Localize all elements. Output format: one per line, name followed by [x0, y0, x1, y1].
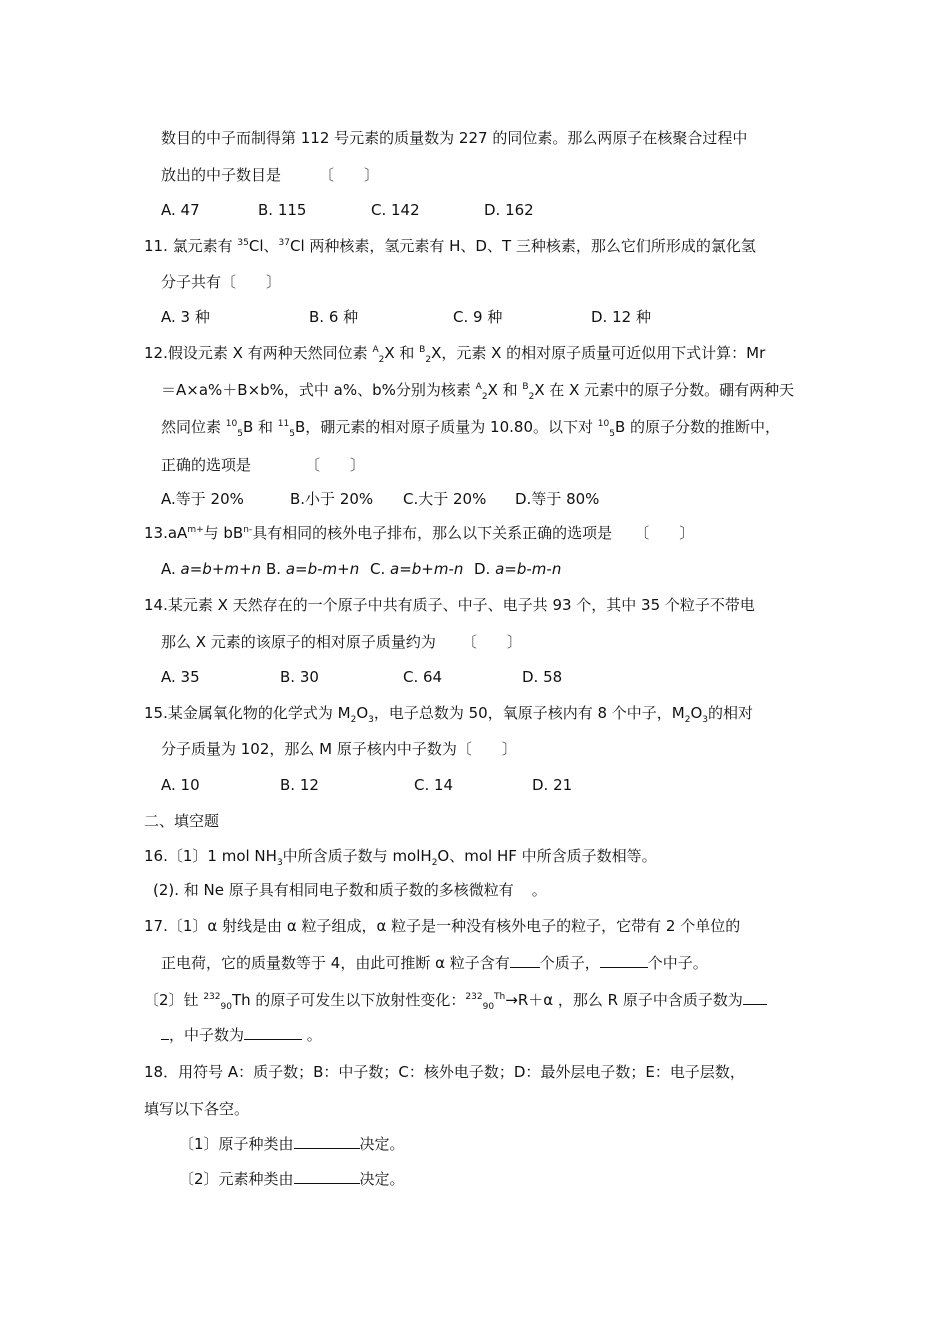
fill-blank[interactable] — [244, 1025, 302, 1040]
q12-text: B，硼元素的相对原子质量为 10.80。以下对 — [294, 418, 598, 436]
q12-text: B 和 — [242, 418, 278, 436]
q17-line3 — [144, 990, 767, 1010]
fill-blank[interactable] — [294, 1169, 360, 1184]
q18-sub1 — [179, 1134, 405, 1154]
q12-sup-11: 11 — [277, 419, 290, 429]
q12-sup-b: B — [419, 345, 426, 355]
q12-line2 — [161, 380, 794, 400]
q13-text: 13.aA — [144, 524, 188, 542]
q16-text: (2). 和 Ne 原子具有相同电子数和质子数的多核微粒有 — [153, 881, 514, 899]
q15-option-c: C. 14 — [414, 776, 454, 794]
q17-text: 正电荷，它的质量数等于 4，由此可推断 α 粒子含有 — [161, 954, 510, 972]
option-label: D. — [474, 560, 496, 578]
q17-text: Th 的原子可发生以下放射性变化： — [231, 991, 466, 1009]
q15-text: ，电子总数为 50，氧原子核内有 8 个中子，M — [373, 704, 685, 722]
q14-option-d: D. 58 — [522, 668, 563, 686]
q11-option-d: D. 12 种 — [591, 308, 651, 326]
q15-text: O — [356, 704, 369, 722]
q10-option-b: B. 115 — [258, 201, 307, 219]
q17-line2 — [161, 953, 708, 973]
q12-text: 正确的选项是 — [161, 456, 252, 474]
q17-text: 〔2〕钍 — [144, 991, 204, 1009]
q12-line1 — [144, 343, 765, 363]
q15-text: O — [690, 704, 703, 722]
q11-line2: 分子共有〔 〕 — [161, 273, 282, 291]
q10-option-a: A. 47 — [161, 201, 200, 219]
q12-sup-10: 10 — [225, 419, 238, 429]
fill-blank[interactable] — [743, 990, 767, 1005]
q12-sub-2: 2 — [378, 355, 385, 365]
q10-option-d: D. 162 — [484, 201, 534, 219]
q16-text: 16.〔1〕1 mol NH — [144, 847, 277, 865]
q17-text: ，中子数为 — [169, 1026, 245, 1044]
q16-sub-3: 3 — [276, 858, 283, 868]
q16-text: 。 — [531, 881, 547, 899]
q12-sub-5: 5 — [609, 429, 615, 439]
q15-line2: 分子质量为 102，那么 M 原子核内中子数为〔 〕 — [161, 740, 517, 758]
q12-text: X 在 X 元素中的原子分数。硼有两种天 — [534, 381, 795, 399]
q16-text: O、mol HF 中所含质子数相等。 — [437, 847, 657, 865]
q13-line1 — [144, 523, 694, 543]
q15-text: 的相对 — [708, 704, 754, 722]
q11-option-a: A. 3 种 — [161, 308, 210, 326]
q14-option-b: B. 30 — [280, 668, 319, 686]
q12-option-b: B.小于 20% — [290, 490, 374, 508]
option-expr: a=b-m-n — [495, 560, 562, 578]
q18-line1: 18．用符号 A：质子数；B：中子数；C：核外电子数；D：最外层电子数；E：电子层数， — [144, 1063, 745, 1081]
q17-sup-232: 232 — [465, 992, 483, 1002]
q12-option-a: A.等于 20% — [161, 490, 244, 508]
q10-line2 — [161, 165, 379, 185]
option-expr: a=b-m+n — [285, 560, 360, 578]
q12-sub-5: 5 — [289, 429, 295, 439]
fill-blank[interactable] — [600, 953, 648, 968]
q17-text: 。 — [302, 1026, 322, 1044]
fill-blank[interactable] — [294, 1134, 360, 1149]
q18-text: 决定。 — [359, 1170, 405, 1188]
q17-sup-th: Th — [494, 992, 506, 1002]
q13-option-c — [370, 559, 463, 579]
q13-sup-n: n- — [243, 525, 253, 535]
q17-text: →R＋α ，那么 R 原子中含质子数为 — [505, 991, 743, 1009]
q13-text: 具有相同的核外电子排布，那么以下关系正确的选项是 — [252, 524, 613, 542]
q13-sup-m: m+ — [187, 525, 204, 535]
q12-sup-a: A — [372, 345, 379, 355]
q12-sub-2: 2 — [425, 355, 432, 365]
q12-sup-a: A — [475, 382, 482, 392]
q11-sup-35: 35 — [237, 238, 249, 248]
q12-option-d: D.等于 80% — [515, 490, 600, 508]
q16-line1 — [144, 846, 657, 866]
q12-line3 — [161, 417, 780, 437]
q17-line1: 17.〔1〕α 射线是由 α 粒子组成，α 粒子是一种没有核外电子的粒子，它带有 2 个单位的 — [144, 917, 741, 935]
q18-sub2 — [179, 1169, 405, 1189]
q15-option-a: A. 10 — [161, 776, 200, 794]
q14-text: 那么 X 元素的该原子的相对原子质量约为 — [161, 633, 436, 651]
q17-sup-232: 232 — [203, 992, 221, 1002]
q12-text: X 和 — [384, 344, 420, 362]
q15-sub-2: 2 — [684, 715, 691, 725]
q17-sub-90: 90 — [220, 1002, 232, 1012]
q18-text: 〔2〕元素种类由 — [179, 1170, 294, 1188]
q12-text: ＝A×a%＋B×b%，式中 a%、b%分别为核素 — [161, 381, 476, 399]
q18-line2: 填写以下各空。 — [144, 1100, 250, 1118]
q12-text: 12.假设元素 X 有两种天然同位素 — [144, 344, 373, 362]
q11-text-a: 11. 氯元素有 — [144, 237, 238, 255]
q12-text: X，元素 X 的相对原子质量可近似用下式计算：Mr — [431, 344, 766, 362]
q15-sub-2: 2 — [350, 715, 357, 725]
q15-option-b: B. 12 — [280, 776, 319, 794]
q12-sub-2: 2 — [481, 392, 488, 402]
q14-line2 — [161, 632, 522, 652]
q17-sub-90: 90 — [482, 1002, 495, 1012]
answer-bracket: 〔 〕 — [305, 456, 366, 474]
q13-option-b — [266, 559, 359, 579]
q15-sub-3: 3 — [368, 715, 374, 725]
q11-line1 — [144, 236, 756, 256]
q18-text: 〔1〕原子种类由 — [179, 1135, 294, 1153]
q12-option-c: C.大于 20% — [403, 490, 487, 508]
q13-option-d — [474, 559, 561, 579]
q16-sub-2: 2 — [431, 858, 438, 868]
option-expr: a=b+m+n — [180, 560, 262, 578]
option-expr: a=b+m-n — [390, 560, 464, 578]
q12-line4 — [161, 455, 365, 475]
q12-sub-2: 2 — [528, 392, 535, 402]
q12-sub-5: 5 — [237, 429, 243, 439]
q11-option-b: B. 6 种 — [309, 308, 359, 326]
q10-option-c: C. 142 — [371, 201, 420, 219]
q11-option-c: C. 9 种 — [453, 308, 503, 326]
option-label: C. — [370, 560, 391, 578]
option-label: A. — [161, 560, 181, 578]
q18-text: 决定。 — [359, 1135, 405, 1153]
q12-text: B 的原子分数的推断中， — [614, 418, 781, 436]
q17-text: 个质子， — [539, 954, 600, 972]
q13-text: 与 bB — [203, 524, 244, 542]
q12-text: 然同位素 — [161, 418, 226, 436]
option-label: B. — [266, 560, 286, 578]
q17-line4 — [161, 1025, 322, 1045]
fill-blank[interactable] — [510, 953, 540, 968]
q14-line1: 14.某元素 X 天然存在的一个原子中共有质子、中子、电子共 93 个，其中 35 个粒子不带电 — [144, 596, 755, 614]
q17-text: 个中子。 — [647, 954, 708, 972]
answer-bracket: 〔 〕 — [461, 633, 522, 651]
q15-line1 — [144, 703, 753, 723]
answer-bracket: 〔 〕 — [319, 166, 380, 184]
q13-option-a — [161, 559, 261, 579]
q12-sup-b: B — [522, 382, 529, 392]
q16-line2 — [153, 880, 547, 900]
answer-bracket: 〔 〕 — [634, 524, 695, 542]
q11-text-c: Cl、 — [248, 237, 279, 255]
q15-text: 15.某金属氧化物的化学式为 M — [144, 704, 351, 722]
section-heading: 二、填空题 — [144, 812, 220, 830]
q14-option-c: C. 64 — [403, 668, 443, 686]
q12-text: X 和 — [487, 381, 523, 399]
q14-option-a: A. 35 — [161, 668, 200, 686]
fill-blank[interactable] — [161, 1025, 169, 1040]
q11-sup-37: 37 — [278, 238, 290, 248]
q10-text: 放出的中子数目是 — [161, 166, 282, 184]
q11-text-e: Cl 两种核素，氢元素有 H、D、T 三种核素，那么它们所形成的氯化氢 — [289, 237, 756, 255]
q16-text: 中所含质子数与 molH — [282, 847, 432, 865]
q15-sub-3: 3 — [702, 715, 709, 725]
q15-option-d: D. 21 — [532, 776, 573, 794]
q10-line1: 数目的中子而制得第 112 号元素的质量数为 227 的同位素。那么两原子在核聚合过程中 — [161, 129, 748, 147]
q12-sup-10: 10 — [597, 419, 610, 429]
